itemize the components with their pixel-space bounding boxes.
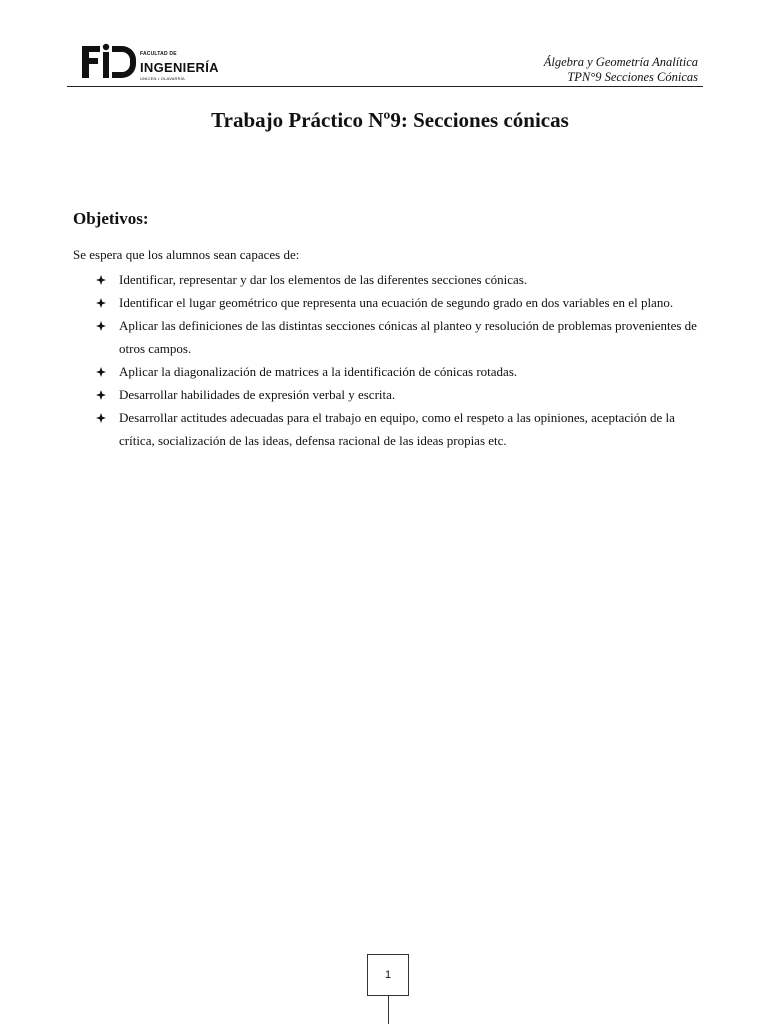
diamond-bullet-icon [96,275,106,285]
section-heading: Objetivos: [73,209,149,228]
diamond-bullet-icon [96,413,106,423]
faculty-logo [78,40,238,86]
logo-faculty-name: INGENIERÍA [140,60,219,75]
page-number: 1 [367,954,409,996]
diamond-bullet-icon [96,390,106,400]
objective-text: Aplicar las definiciones de las distintas secciones cónicas al planteo y resolución de problemas provenientes de otros campos. [119,318,697,356]
objectives-list [96,268,702,452]
fi-logo-mark-icon [78,42,138,80]
objective-text: Aplicar la diagonalización de matrices a la identificación de cónicas rotadas. [119,364,518,379]
list-item [96,406,702,452]
objective-text: Identificar el lugar geométrico que representa una ecuación de segundo grado en dos variables en el plano. [119,295,674,310]
objective-text: Desarrollar actitudes adecuadas para el trabajo en equipo, como el respeto a las opiniones, aceptación de la crítica, socialización de las ideas, defensa racional de las ideas propias etc. [119,410,675,448]
logo-university: UNICEN • OLAVARRÍA [140,76,185,81]
logo-faculty-label: FACULTAD DE [140,51,177,57]
course-name: Álgebra y Geometría Analítica [543,55,698,69]
objective-text: Identificar, representar y dar los elementos de las diferentes secciones cónicas. [119,272,528,287]
diamond-bullet-icon [96,367,106,377]
intro-text: Se espera que los alumnos sean capaces de: [73,247,300,262]
diamond-bullet-icon [96,298,106,308]
diamond-bullet-icon [96,321,106,331]
list-item [96,314,702,360]
list-item [96,291,702,314]
header-divider [67,86,703,87]
page-number-line [388,996,389,1024]
running-header [544,55,698,85]
practice-name: TPN°9 Secciones Cónicas [567,70,698,84]
list-item [96,383,702,406]
objective-text: Desarrollar habilidades de expresión verbal y escrita. [119,387,396,402]
list-item [96,268,702,291]
document-title: Trabajo Práctico Nº9: Secciones cónicas [211,108,569,132]
list-item [96,360,702,383]
